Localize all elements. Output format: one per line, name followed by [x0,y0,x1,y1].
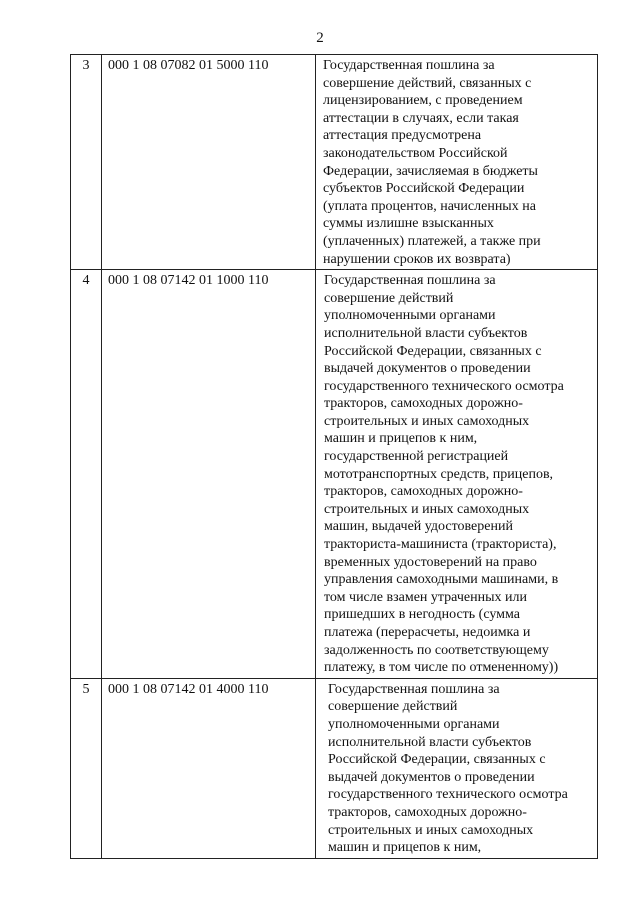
description-line: задолженность по соответствующему [324,642,549,658]
description-line: государственного технического осмотра [328,787,568,803]
description-cell [316,270,598,679]
description-line: аттестация предусмотрена [323,128,482,144]
description-line: платежу, в том числе по отмененному)) [324,660,559,676]
description-cell [316,55,598,270]
description-line: тракторов, самоходных дорожно- [324,396,523,412]
description [316,270,597,678]
classification-code: 000 1 08 07082 01 5000 110 [108,58,269,73]
description-line: нарушении сроков их возврата) [323,251,511,267]
description-line: суммы излишне взысканных [323,216,494,232]
description-line: мототранспортных средств, прицепов, [324,466,554,482]
classification-code: 000 1 08 07142 01 4000 110 [108,681,269,697]
description-line: тракториста-машиниста (тракториста), [324,537,557,553]
description-line: машин и прицепов к ним, [324,431,478,447]
description-line: исполнительной власти субъектов [328,734,532,750]
description-line: уполномоченными органами [328,716,500,732]
description-line: тракторов, самоходных дорожно- [328,804,527,820]
description-line: (уплаченных) платежей, а также при [323,233,541,249]
description-line: государственного технического осмотра [324,378,564,394]
table-row [71,270,598,679]
description-line: выдачей документов о проведении [324,361,531,377]
description-line: временных удостоверений на право [324,554,537,570]
description-line: платежа (перерасчеты, недоимка и [324,625,531,640]
description-line: государственной регистрацией [324,449,509,465]
description-line: законодательством Российской [323,145,508,161]
row-number: 4 [82,273,90,289]
classification-code-cell [102,55,316,270]
row-number-cell [71,270,102,679]
classification-code-cell [102,270,316,679]
description-line: лицензированием, с проведением [323,93,523,109]
description-line: Государственная пошлина за [324,273,496,289]
description-line: Российской Федерации, связанных с [328,752,546,768]
description-line: совершение действий [324,290,454,306]
description-line: тракторов, самоходных дорожно- [324,484,523,500]
description-line: Российской Федерации, связанных с [324,343,542,359]
budget-code-table [70,54,598,859]
description-line: Государственная пошлина за [328,681,500,697]
description-line: выдачей документов о проведении [328,769,535,785]
row-number: 5 [82,681,90,697]
description-line: пришедших в негодность (сумма [324,607,521,623]
table-body [71,55,598,859]
description-line: управления самоходными машинами, в [324,572,559,588]
description-line: Федерации, зачисляемая в бюджеты [323,163,538,179]
description-line: Государственная пошлина за [323,58,495,73]
row-number-cell [71,678,102,858]
row-number-cell [71,55,102,270]
description-line: совершение действий [328,699,458,715]
description-line: том числе взамен утраченных или [324,589,527,605]
description [316,679,597,858]
classification-code-cell [102,678,316,858]
row-number: 3 [82,58,90,73]
page-number: 2 [316,30,324,46]
description-line: машин и прицепов к ним, [328,840,482,856]
description-line: (уплата процентов, начисленных на [323,198,536,214]
description-line: совершение действий, связанных с [323,75,532,91]
description-line: исполнительной власти субъектов [324,325,528,341]
description-line: уполномоченными органами [324,308,496,324]
description-line: строительных и иных самоходных [324,413,530,429]
description-line: машин, выдачей удостоверений [324,519,513,535]
description-line: строительных и иных самоходных [324,501,530,517]
table-row [71,55,598,270]
description-line: строительных и иных самоходных [328,822,534,838]
description-line: аттестации в случаях, если такая [323,110,519,126]
description-cell [316,678,598,858]
description [316,55,597,269]
classification-code: 000 1 08 07142 01 1000 110 [108,273,269,289]
table-row [71,678,598,858]
description-line: субъектов Российской Федерации [323,181,525,197]
